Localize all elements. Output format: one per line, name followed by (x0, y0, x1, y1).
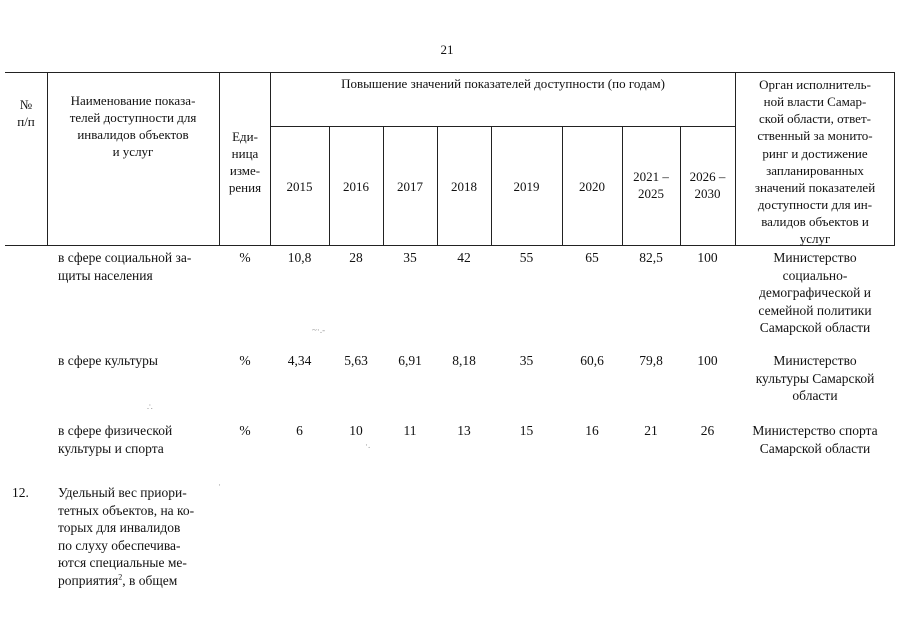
item-12-line: по слуху обеспечива- (58, 537, 181, 553)
header-years-group: Повышение значений показателей доступности (по годам) (341, 76, 665, 91)
row-value-2020: 16 (585, 423, 599, 438)
item-12-number: 12. (12, 485, 29, 500)
row-value-2017: 6,91 (398, 353, 422, 368)
scan-artifact: ·. (365, 440, 371, 450)
header-year-2020: 2020 (579, 179, 605, 194)
row-value-2016: 5,63 (344, 353, 368, 368)
row-value-2015: 4,34 (287, 353, 312, 368)
header-year-2026-2030: 2026 – 2030 (689, 169, 726, 202)
page-number: 21 (440, 42, 454, 57)
row-value-2017: 35 (403, 250, 417, 265)
header-year-2016: 2016 (343, 179, 369, 194)
row-value-2016: 28 (349, 250, 363, 265)
header-number: № п/п (17, 97, 35, 130)
row-indicator-name: в сфере социальной за- щиты населения (58, 250, 192, 283)
header-unit: Еди- ница изме- рения (228, 129, 262, 196)
row-value-2018: 13 (457, 423, 471, 438)
scan-artifact: · (218, 480, 221, 490)
header-year-2018: 2018 (451, 179, 477, 194)
row-value-2018: 42 (457, 250, 471, 265)
row-value-2016: 10 (349, 423, 363, 438)
row-value-2015: 6 (296, 423, 303, 438)
row-value-2018: 8,18 (452, 353, 476, 368)
item-12-text (58, 484, 218, 589)
header-year-2017: 2017 (397, 179, 423, 194)
row-indicator-name: в сфере физической культуры и спорта (58, 423, 173, 456)
row-agency: Министерство спорта Самарской области (752, 423, 878, 456)
row-value-2019: 35 (519, 353, 534, 368)
row-value-2020: 60,6 (580, 353, 604, 368)
header-agency: Орган исполнитель- ной власти Самар- ской области, ответ- ственный за монито- ринг и достижение запланированных значений показателей доступности для ин- валидов объектов и услуг (754, 77, 876, 247)
row-unit: % (239, 250, 251, 265)
row-agency: Министерство культуры Самарской области (755, 353, 875, 404)
scan-artifact: ∴ (147, 402, 153, 412)
row-value-2021-2025: 79,8 (639, 353, 663, 368)
row-value-2026-2030: 26 (700, 423, 715, 438)
row-value-2015: 10,8 (287, 250, 312, 265)
item-12-last-line (58, 572, 218, 590)
row-value-2019: 15 (519, 423, 534, 438)
item-12-line: Удельный вес приори- (58, 485, 187, 500)
item-12-line: тетных объектов, на ко- (58, 502, 195, 518)
row-indicator-name: в сфере культуры (58, 353, 158, 368)
item-12-line-part: роприятия$^2$, в общем (58, 572, 178, 588)
row-value-2026-2030: 100 (697, 250, 718, 265)
row-unit: % (239, 353, 251, 368)
row-value-2026-2030: 100 (697, 353, 718, 368)
header-year-2015: 2015 (286, 179, 313, 194)
row-value-2017: 11 (403, 423, 417, 438)
header-indicator-name: Наименование показа- телей доступности для инвалидов объектов и услуг (69, 93, 197, 160)
row-value-2019: 55 (519, 250, 534, 265)
item-12-line: торых для инвалидов (58, 520, 181, 536)
row-value-2020: 65 (585, 250, 599, 265)
row-agency: Министерство социально- демографической и семейной политики Самарской области (758, 250, 872, 336)
row-unit: % (239, 423, 251, 438)
footnote-marker: 2 (118, 572, 123, 582)
scan-artifact: ~·.- (312, 325, 326, 335)
row-value-2021-2025: 21 (644, 423, 658, 438)
item-12-line: ются специальные ме- (58, 555, 187, 571)
header-year-2019: 2019 (513, 179, 540, 194)
header-year-2021-2025: 2021 – 2025 (633, 169, 669, 202)
row-value-2021-2025: 82,5 (639, 250, 663, 265)
